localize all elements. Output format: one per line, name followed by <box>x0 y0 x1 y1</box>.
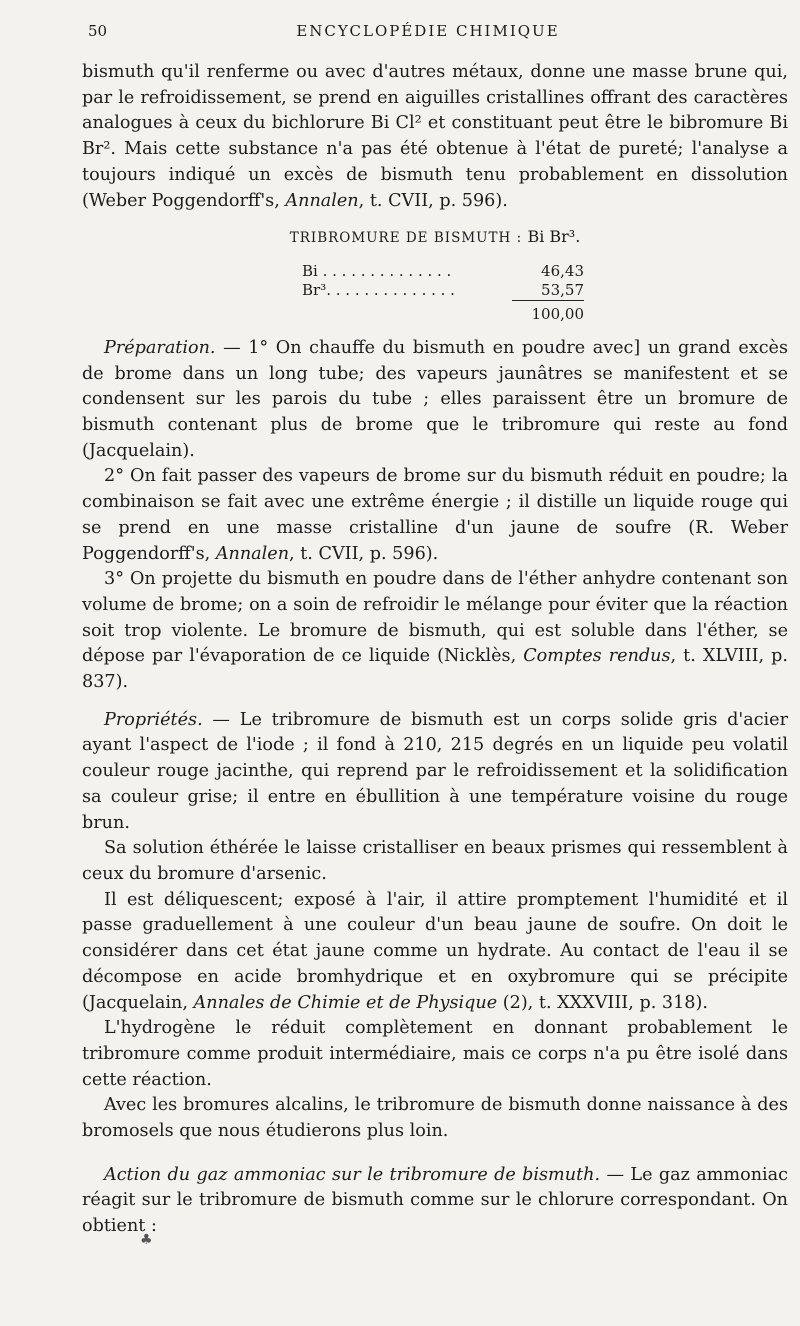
running-head: ENCYCLOPÉDIE CHIMIQUE <box>296 22 560 40</box>
element-value: 53,57 <box>541 280 584 299</box>
composition-total-row <box>302 300 584 324</box>
ornament-mark: ♣ <box>140 1232 153 1248</box>
element-value: 46,43 <box>541 261 584 280</box>
preparation-paragraph-2: 2° On fait passer des vapeurs de brome sur du bismuth réduit en poudre; la combinaison se fait avec une extrême énergie ; il distille un liquide rouge qui se prend en une masse cristalline d'un jaune de soufre (R. Weber Poggendorff's, Annalen, t. CVII, p. 596). <box>82 466 788 564</box>
properties-paragraph-5: Avec les bromures alcalins, le tribromure de bismuth donne naissance à des bromosels que nous étudierons plus loin. <box>82 1095 788 1142</box>
action-heading: Action du gaz ammoniac sur le tribromure de bismuth. <box>104 1164 601 1185</box>
properties-paragraph-1: Propriétés. — Le tribromure de bismuth est un corps solide gris d'acier ayant l'aspect de l'iode ; il fond à 210, 215 degrés en un liquide peu volatil couleur rouge jacinthe, qui reprend par le refroidissement et la solidification sa couleur grise; il entre en ébullition à une température voisine du rouge brun. <box>82 709 788 833</box>
formula-label: TRIBROMURE DE BISMUTH : <box>289 230 528 247</box>
preparation-paragraph-3: 3° On projette du bismuth en poudre dans de l'éther anhydre contenant son volume de brome; on a soin de refroidir le mélange pour éviter que la réaction soit trop violente. Le bromure de bismuth, qui est soluble dans l'éther, se dépose par l'évaporation de ce liquide (Nicklès, Comptes rendus, t. XLVIII, p. 837). <box>82 569 789 693</box>
properties-paragraph-2: Sa solution éthérée le laisse cristalliser en beaux prismes qui ressemblent à ceux du bromure d'arsenic. <box>82 838 788 884</box>
page-number: 50 <box>88 22 108 40</box>
element-label: Bi . . . . . . . . . . . . . . <box>302 261 452 280</box>
composition-row <box>302 262 584 281</box>
composition-row <box>302 281 584 301</box>
formula-symbol: Bi Br³. <box>527 227 581 247</box>
action-paragraph: Action du gaz ammoniac sur le tribromure de bismuth. — Le gaz ammoniac réagit sur le tribromure de bismuth comme sur le chlorure correspondant. On obtient : <box>82 1164 788 1237</box>
properties-heading: Propriétés. <box>104 709 203 730</box>
properties-paragraph-3: Il est déliquescent; exposé à l'air, il attire promptement l'humidité et il passe graduellement à une couleur d'un beau jaune de soufre. On doit le considérer dans cet état jaune comme un hydrate. Au contact de l'eau il se décompose en acide bromhydrique et en oxybromure qui se précipite (Jacquelain, Annales de Chimie et de Physique (2), t. XXXVIII, p. 318). <box>82 889 788 1013</box>
element-label: Br³. . . . . . . . . . . . . . <box>302 281 455 300</box>
intro-paragraph: bismuth qu'il renferme ou avec d'autres métaux, donne une masse brune qui, par le refroidissement, se prend en aiguilles cristallines offrant des caractères analogues à ceux du bichlorure Bi Cl² et constituant peut être le bibromure Bi Br². Mais cette substance n'a pas été obtenue à l'état de pureté; l'analyse a toujours indiqué un excès de bismuth tenu probablement en dissolution (Weber Poggendorff's, Annalen, t. CVII, p. 596). <box>82 62 788 211</box>
page-header <box>88 22 768 46</box>
preparation-paragraph-1: Préparation. — 1° On chauffe du bismuth en poudre avec] un grand excès de brome dans un long tube; des vapeurs jaunâtres se manifestent et se condensent sur les parois du tube ; elles paraissent être un bromure de bismuth contenant plus de brome que le tribromure qui reste au fond (Jacquelain). <box>82 337 788 461</box>
composition-total: 100,00 <box>512 300 584 324</box>
preparation-heading: Préparation. <box>104 337 216 358</box>
composition-table <box>302 262 584 324</box>
page-body <box>82 60 788 1240</box>
properties-paragraph-4: L'hydrogène le réduit complètement en donnant probablement le tribromure comme produit intermédiaire, mais ce corps n'a pu être isolé dans cette réaction. <box>82 1018 788 1090</box>
formula-heading <box>82 224 788 252</box>
